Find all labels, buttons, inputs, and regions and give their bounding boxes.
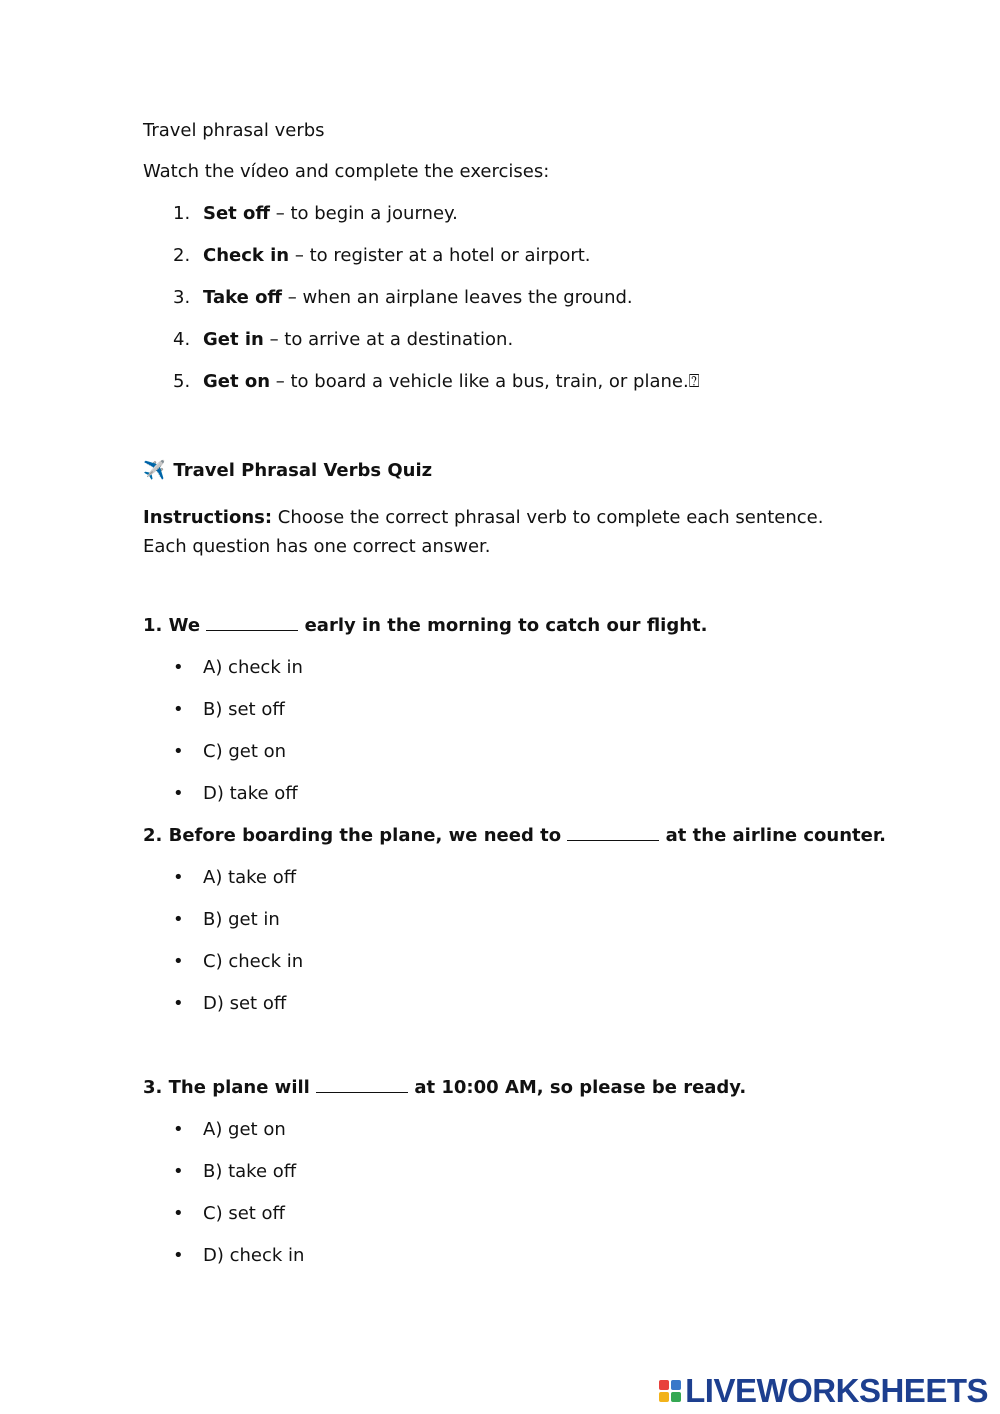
- vocab-item: [173, 329, 513, 350]
- instructions-label: Instructions:: [143, 507, 273, 528]
- bullet: •: [173, 741, 184, 762]
- answer-option[interactable]: [173, 1161, 296, 1182]
- option-label: D) take off: [203, 783, 298, 804]
- answer-option[interactable]: [173, 909, 280, 930]
- question-text-before: 2. Before boarding the plane, we need to: [143, 825, 568, 846]
- logo-square: [671, 1380, 681, 1390]
- answer-option[interactable]: [173, 1245, 304, 1266]
- logo-square: [659, 1392, 669, 1402]
- vocab-number: 3.: [173, 287, 191, 308]
- page-title: Travel phrasal verbs: [143, 120, 325, 141]
- vocab-term: Take off: [203, 287, 283, 308]
- option-label: B) take off: [203, 1161, 297, 1182]
- vocab-definition: – when an airplane leaves the ground.: [282, 287, 633, 308]
- logo-square: [671, 1392, 681, 1402]
- logo-icon: [659, 1380, 681, 1402]
- answer-blank: [567, 826, 659, 841]
- liveworksheets-logo[interactable]: [659, 1372, 988, 1410]
- answer-option[interactable]: [173, 951, 303, 972]
- answer-blank: [316, 1078, 408, 1093]
- answer-option[interactable]: [173, 741, 286, 762]
- vocab-number: 4.: [173, 329, 191, 350]
- option-label: C) check in: [203, 951, 304, 972]
- question-text-after: at 10:00 AM, so please be ready.: [408, 1077, 747, 1098]
- quiz-heading: [143, 460, 432, 481]
- option-label: B) set off: [203, 699, 285, 720]
- vocab-term: Get on: [203, 371, 271, 392]
- vocab-definition: – to register at a hotel or airport.: [289, 245, 591, 266]
- vocab-term: Get in: [203, 329, 264, 350]
- vocab-number: 1.: [173, 203, 191, 224]
- vocab-item: [173, 371, 700, 392]
- answer-option[interactable]: [173, 867, 296, 888]
- answer-option[interactable]: [173, 699, 285, 720]
- brand-name: LIVEWORKSHEETS: [685, 1372, 988, 1409]
- option-label: C) set off: [203, 1203, 285, 1224]
- bullet: •: [173, 909, 184, 930]
- vocab-term: Check in: [203, 245, 290, 266]
- vocab-definition: – to arrive at a destination.: [263, 329, 514, 350]
- option-label: B) get in: [203, 909, 280, 930]
- answer-option[interactable]: [173, 783, 298, 804]
- logo-square: [659, 1380, 669, 1390]
- question-text-after: early in the morning to catch our flight.: [298, 615, 708, 636]
- question-text-after: at the airline counter.: [659, 825, 886, 846]
- answer-option[interactable]: [173, 1203, 285, 1224]
- bullet: •: [173, 993, 184, 1014]
- answer-option[interactable]: [173, 657, 303, 678]
- question-3: [143, 1077, 746, 1098]
- answer-option[interactable]: [173, 993, 286, 1014]
- quiz-title: Travel Phrasal Verbs Quiz: [173, 460, 433, 481]
- option-label: A) take off: [203, 867, 297, 888]
- bullet: •: [173, 1245, 184, 1266]
- option-label: A) check in: [203, 657, 303, 678]
- vocab-term: Set off: [203, 203, 270, 224]
- question-2: [143, 825, 886, 846]
- option-label: D) check in: [203, 1245, 305, 1266]
- bullet: •: [173, 1119, 184, 1140]
- vocab-item: [173, 245, 591, 266]
- quiz-instructions: [143, 503, 863, 561]
- intro-text: Watch the vídeo and complete the exercises:: [143, 161, 550, 182]
- bullet: •: [173, 783, 184, 804]
- bullet: •: [173, 657, 184, 678]
- answer-option[interactable]: [173, 1119, 286, 1140]
- bullet: •: [173, 1203, 184, 1224]
- bullet: •: [173, 867, 184, 888]
- instructions-text: Choose the correct phrasal verb to complete each sentence. Each question has one correct answer.: [143, 507, 824, 557]
- question-text-before: 1. We: [143, 615, 207, 636]
- answer-blank: [206, 616, 298, 631]
- vocab-definition: – to begin a journey.: [270, 203, 458, 224]
- vocab-number: 5.: [173, 371, 191, 392]
- airplane-icon: ✈️: [143, 460, 166, 481]
- question-text-before: 3. The plane will: [143, 1077, 317, 1098]
- bullet: •: [173, 699, 184, 720]
- vocab-item: [173, 203, 458, 224]
- vocab-item: [173, 287, 633, 308]
- question-1: [143, 615, 707, 636]
- option-label: C) get on: [203, 741, 287, 762]
- vocab-number: 2.: [173, 245, 191, 266]
- option-label: D) set off: [203, 993, 287, 1014]
- vocab-definition: – to board a vehicle like a bus, train, or plane.⍰: [270, 371, 700, 392]
- bullet: •: [173, 1161, 184, 1182]
- option-label: A) get on: [203, 1119, 286, 1140]
- bullet: •: [173, 951, 184, 972]
